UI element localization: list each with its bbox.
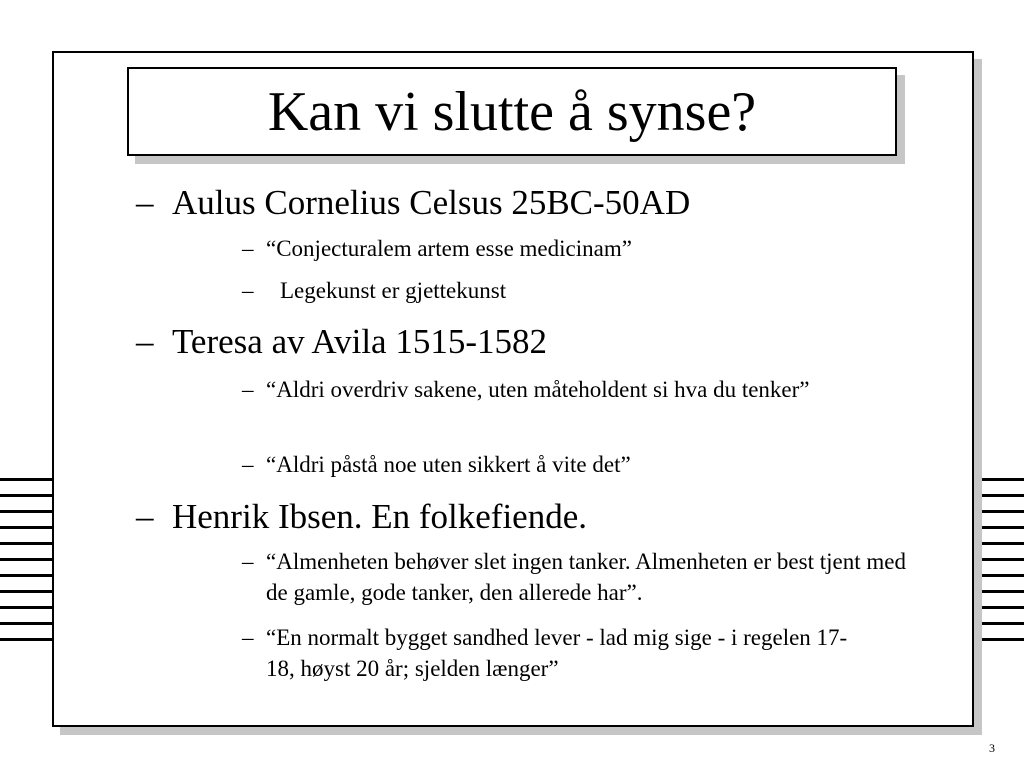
slide-title: Kan vi slutte å synse? xyxy=(267,80,757,143)
sub-bullet-dash: – xyxy=(242,625,254,650)
decorative-stripes-left xyxy=(0,478,52,654)
sub-bullet-text: “Aldri påstå noe uten sikkert å vite det” xyxy=(266,452,631,477)
sub-bullet-text: “En normalt bygget sandhed lever - lad mig sige - i regelen 17-18, høyst 20 år; sjelden længer” xyxy=(266,625,848,681)
sub-bullet-dash: – xyxy=(242,452,254,477)
bullet-text: Teresa av Avila 1515-1582 xyxy=(172,322,547,361)
bullet-ibsen xyxy=(136,497,587,537)
sub-bullet-teresa-2 xyxy=(242,449,922,480)
sub-bullet-celsus-2 xyxy=(242,275,922,306)
sub-bullet-celsus-1 xyxy=(242,233,922,264)
sub-bullet-ibsen-1 xyxy=(242,546,922,605)
bullet-celsus xyxy=(136,183,690,223)
sub-bullet-dash: – xyxy=(242,377,254,402)
sub-bullet-teresa-1 xyxy=(242,374,922,405)
sub-bullet-text: “Almenheten behøver slet ingen tanker. Almenheten er best tjent med de gamle, gode tanker, den allerede har”. xyxy=(266,549,906,605)
page-number: 3 xyxy=(989,741,995,755)
bullet-dash: – xyxy=(136,183,154,222)
sub-bullet-dash: – xyxy=(242,236,254,261)
sub-bullet-dash: – xyxy=(242,549,254,574)
sub-bullet-text: “Aldri overdriv sakene, uten måteholdent si hva du tenker” xyxy=(266,377,810,402)
sub-bullet-text: Legekunst er gjettekunst xyxy=(280,278,507,303)
sub-bullet-text: “Conjecturalem artem esse medicinam” xyxy=(266,236,632,261)
bullet-dash: – xyxy=(136,497,154,536)
title-box xyxy=(127,67,897,156)
sub-bullet-ibsen-2 xyxy=(242,622,922,681)
bullet-text: Aulus Cornelius Celsus 25BC-50AD xyxy=(172,183,691,222)
sub-bullet-dash: – xyxy=(242,278,254,303)
bullet-text: Henrik Ibsen. En folkefiende. xyxy=(172,497,587,536)
bullet-dash: – xyxy=(136,322,154,361)
bullet-teresa xyxy=(136,322,547,362)
